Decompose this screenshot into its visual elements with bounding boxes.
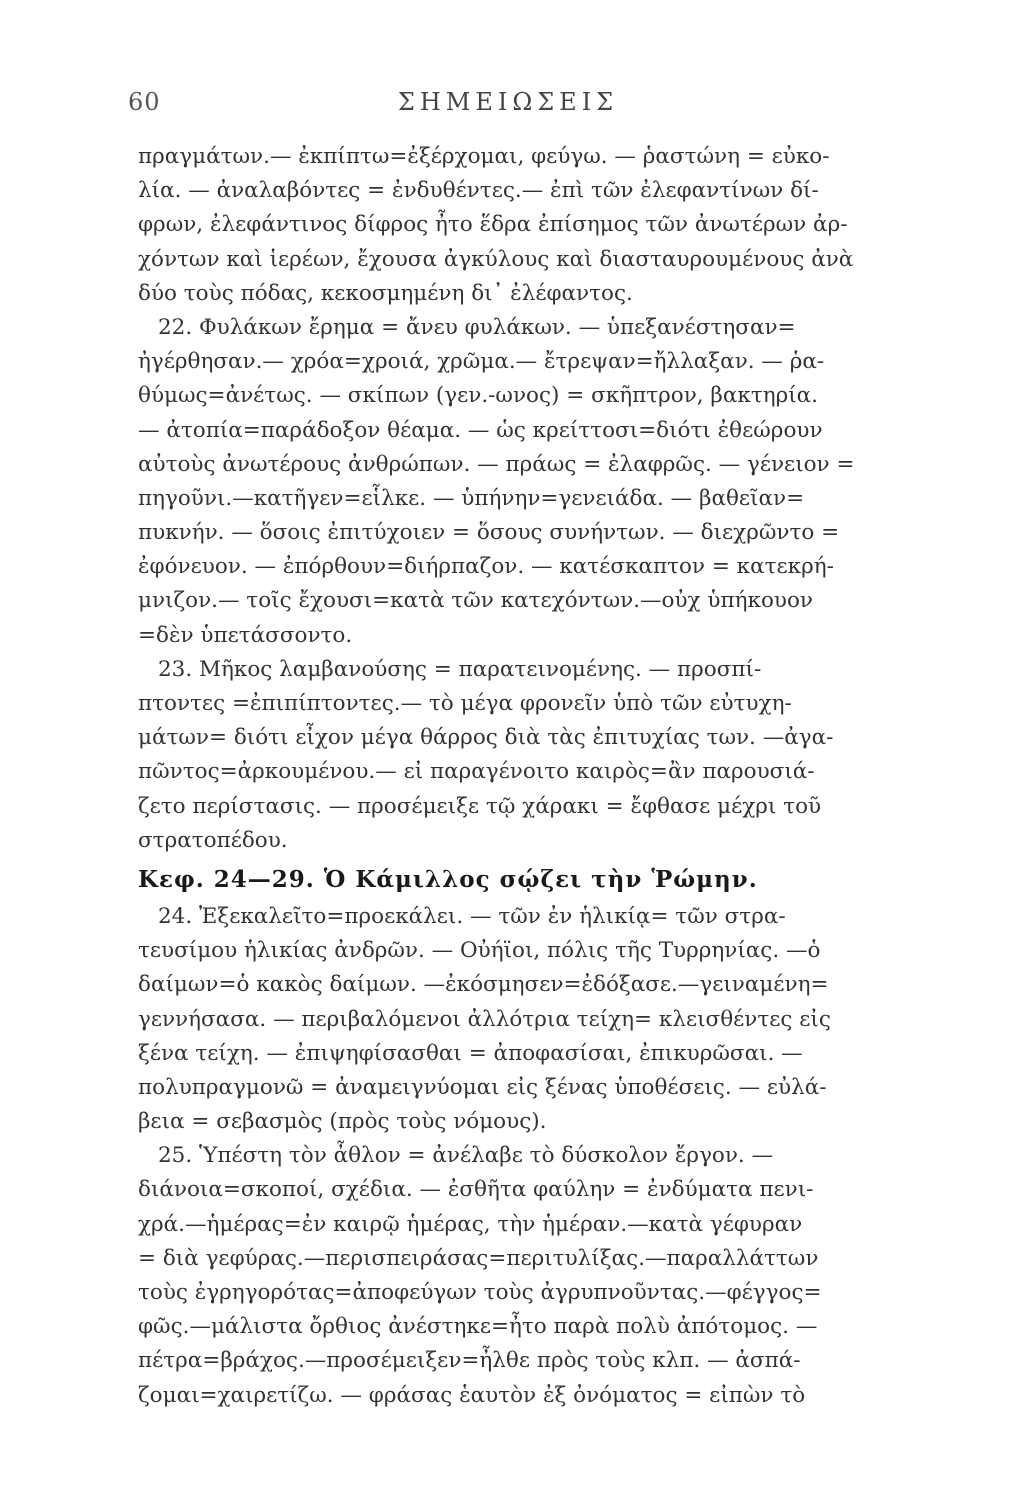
text-line: = διὰ γεφύρας.—περισπειράσας=περιτυλίξας.—παραλλάττων: [138, 1245, 819, 1271]
text-line: λία. — ἀναλαβόντες = ἐνδυθέντες.— ἐπὶ τῶν ἐλεφαντίνων δί-: [138, 178, 819, 204]
text-line: μνιζον.— τοῖς ἔχουσι=κατὰ τῶν κατεχόντων.—οὐχ ὑπήκουον: [138, 588, 813, 614]
text-line: φῶς.—μάλιστα ὄρθιος ἀνέστηκε=ἦτο παρὰ πολὺ ἀπότομος. —: [138, 1314, 818, 1340]
text-line: πυκνήν. — ὅσοις ἐπιτύχοιεν = ὅσους συνήντων. — διεχρῶντο =: [138, 520, 840, 546]
text-line: ἐφόνευον. — ἐπόρθουν=διήρπαζον. — κατέσκαπτον = κατεκρή-: [138, 554, 834, 580]
text-line: ζομαι=χαιρετίζω. — φράσας ἑαυτὸν ἐξ ὀνόματος = εἰπὼν τὸ: [138, 1382, 806, 1408]
text-line: πολυπραγμονῶ = ἀναμειγνύομαι εἰς ξένας ὑποθέσεις. — εὐλά-: [138, 1074, 827, 1100]
text-line: 23. Μῆκος λαμβανούσης = παρατεινομένης. — προσπί-: [158, 656, 762, 682]
text-line: χόντων καὶ ἱερέων, ἔχουσα ἀγκύλους καὶ διασταυρουμένους ἀνὰ: [138, 246, 854, 272]
text-line: τοὺς ἐγρηγορότας=ἀποφεύγων τοὺς ἀγρυπνοῦντας.—φέγγος=: [138, 1280, 822, 1305]
text-line: τευσίμου ἡλικίας ἀνδρῶν. — Οὐήϊοι, πόλις τῆς Τυρρηνίας. —ὁ: [138, 938, 821, 964]
text-line: πέτρα=βράχος.—προσέμειξεν=ἦλθε πρὸς τοὺς κλπ. — ἀσπά-: [138, 1348, 801, 1374]
text-line: πῶντος=ἀρκουμένου.— εἰ παραγένοιτο καιρὸς=ἂν παρουσιά-: [138, 759, 815, 785]
text-line: 22. Φυλάκων ἔρημα = ἄνευ φυλάκων. — ὑπεξανέστησαν=: [158, 314, 796, 340]
text-line: φρων, ἐλεφάντινος δίφρος ἦτο ἕδρα ἐπίσημος τῶν ἀνωτέρων ἀρ-: [138, 212, 848, 238]
text-line: ξένα τείχη. — ἐπιψηφίσασθαι = ἀποφασίσαι, ἐπικυρῶσαι. —: [138, 1040, 803, 1066]
text-line: διάνοια=σκοποί, σχέδια. — ἐσθῆτα φαύλην = ἐνδύματα πενι-: [138, 1177, 814, 1203]
text-line: αὐτοὺς ἀνωτέρους ἀνθρώπων. — πράως = ἐλαφρῶς. — γένειον =: [138, 451, 855, 477]
text-line: πραγμάτων.— ἐκπίπτω=ἐξέρχομαι, φεύγω. — ῥαστώνη = εὐκο-: [138, 144, 830, 169]
text-line: βεια = σεβασμὸς (πρὸς τοὺς νόμους).: [138, 1109, 547, 1135]
text-line: 25. Ὑπέστη τὸν ἆθλον = ἀνέλαβε τὸ δύσκολον ἔργον. —: [158, 1143, 774, 1169]
text-line: θύμως=ἀνέτως. — σκίπων (γεν.-ωνος) = σκῆπτρον, βακτηρία.: [138, 383, 819, 409]
chapter-heading: Κεφ. 24—29. Ὁ Κάμιλλος σῴζει τὴν Ῥώμην.: [138, 865, 758, 893]
page-number: 60: [128, 88, 161, 116]
text-line: 24. Ἐξεκαλεῖτο=προεκάλει. — τῶν ἐν ἡλικίᾳ= τῶν στρα-: [158, 903, 786, 929]
text-line: =δὲν ὑπετάσσοντο.: [138, 622, 353, 648]
text-line: στρατοπέδου.: [138, 827, 288, 853]
text-line: δύο τοὺς πόδας, κεκοσμημένη δι᾽ ἐλέφαντος.: [138, 280, 633, 306]
text-line: χρά.—ἡμέρας=ἐν καιρῷ ἡμέρας, τὴν ἡμέραν.—κατὰ γέφυραν: [138, 1211, 803, 1237]
running-title: ΣΗΜΕΙΩΣΕΙΣ: [397, 88, 619, 116]
notes-text: [138, 140, 878, 1413]
text-line: μάτων= διότι εἶχον μέγα θάρρος διὰ τὰς ἐπιτυχίας των. —ἀγα-: [138, 725, 834, 751]
text-line: ἠγέρθησαν.— χρόα=χροιά, χρῶμα.— ἔτρεψαν=ἤλλαξαν. — ῥα-: [138, 349, 825, 375]
page-header: [128, 88, 888, 128]
text-line: πτοντες =ἐπιπίπτοντες.— τὸ μέγα φρονεῖν ὑπὸ τῶν εὐτυχη-: [138, 691, 792, 716]
text-line: ζετο περίστασις. — προσέμειξε τῷ χάρακι = ἔφθασε μέχρι τοῦ: [138, 793, 822, 819]
text-line: γεννήσασα. — περιβαλόμενοι ἀλλότρια τείχη= κλεισθέντες εἰς: [138, 1006, 831, 1032]
text-line: — ἀτοπία=παράδοξον θέαμα. — ὡς κρείττοσι=διότι ἐθεώρουν: [138, 417, 823, 443]
text-line: πηγοῦνι.—κατῆγεν=εἷλκε. — ὑπήνην=γενειάδα. — βαθεῖαν=: [138, 485, 805, 511]
text-line: δαίμων=ὁ κακὸς δαίμων. —ἐκόσμησεν=ἐδόξασε.—γειναμένη=: [138, 972, 829, 998]
